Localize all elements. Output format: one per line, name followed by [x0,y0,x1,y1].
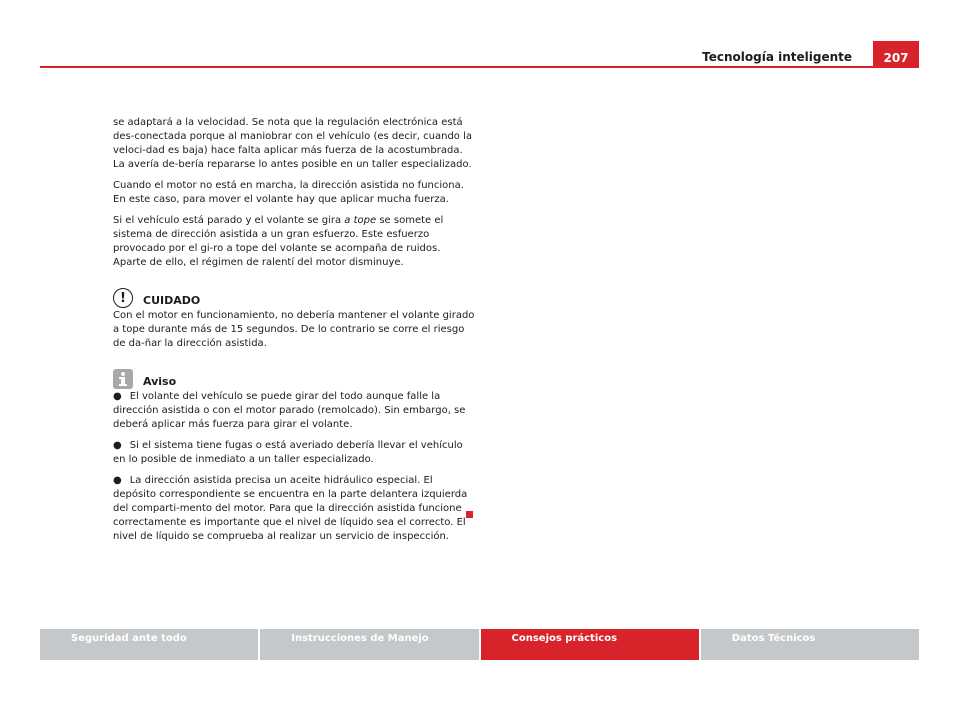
list-item-text: Si el sistema tiene fugas o está averiado debería llevar el vehículo en lo posible de inmediato a un taller especializado. [113,440,463,465]
footer-tab-consejos[interactable]: Consejos prácticos [481,629,699,660]
info-note-icon [113,369,133,389]
exclamation-circle-icon: ! [113,288,133,308]
paragraph-text: Si el vehículo está parado y el volante se gira [113,215,345,226]
paragraph [113,214,475,270]
paragraph-text: se somete el sistema de dirección asistida a un gran esfuerzo. Este esfuerzo provocado por el gi-ro a tope del volante se acompaña de ruidos. Aparte de ello, el régimen de ralentí del motor disminuye. [113,215,444,268]
bullet-icon: ● [113,475,122,486]
paragraph: se adaptará a la velocidad. Se nota que la regulación electrónica está des-conectada porque al maniobrar con el vehículo (es decir, cuando la veloci-dad es baja) hace falta aplicar más fuerza de la acostumbrada. La avería de-bería repararse lo antes posible en un taller especializado. [113,117,472,170]
end-of-section-mark [466,511,473,518]
page-number: 207 [873,41,919,68]
header-rule [40,66,919,68]
note-header [113,369,475,389]
note-list [113,390,475,544]
bullet-icon: ● [113,391,122,402]
list-item [113,474,475,544]
page-content [113,116,475,551]
footer-nav [40,629,919,660]
footer-tab-instrucciones[interactable]: Instrucciones de Manejo [260,629,478,660]
page-section-title: Tecnología inteligente [702,50,852,64]
bullet-icon: ● [113,440,122,451]
list-item [113,439,475,467]
caution-title: CUIDADO [143,294,201,307]
list-item-text: La dirección asistida precisa un aceite hidráulico especial. El depósito correspondiente se encuentra en la parte delantera izquierda del comparti-mento del motor. Para que la dirección asistida funcione correctamente es importante que el nivel de líquido sea el correcto. El nivel de líquido se comprueba al realizar un servicio de inspección. [113,475,468,542]
footer-tab-datos[interactable]: Datos Técnicos [701,629,919,660]
paragraph: Cuando el motor no está en marcha, la dirección asistida no funciona. En este caso, para mover el volante hay que aplicar mucha fuerza. [113,180,464,205]
caution-header [113,288,475,308]
list-item [113,390,475,432]
note-title: Aviso [143,375,177,388]
emphasis-text: a tope [344,215,377,226]
caution-text: Con el motor en funcionamiento, no debería mantener el volante girado a tope durante más de 15 segundos. De lo contrario se corre el riesgo de da-ñar la dirección asistida. [113,310,475,349]
footer-tab-seguridad[interactable]: Seguridad ante todo [40,629,258,660]
list-item-text: El volante del vehículo se puede girar del todo aunque falle la dirección asistida o con el motor parado (remolcado). Sin embargo, se deberá aplicar más fuerza para girar el volante. [113,391,466,430]
